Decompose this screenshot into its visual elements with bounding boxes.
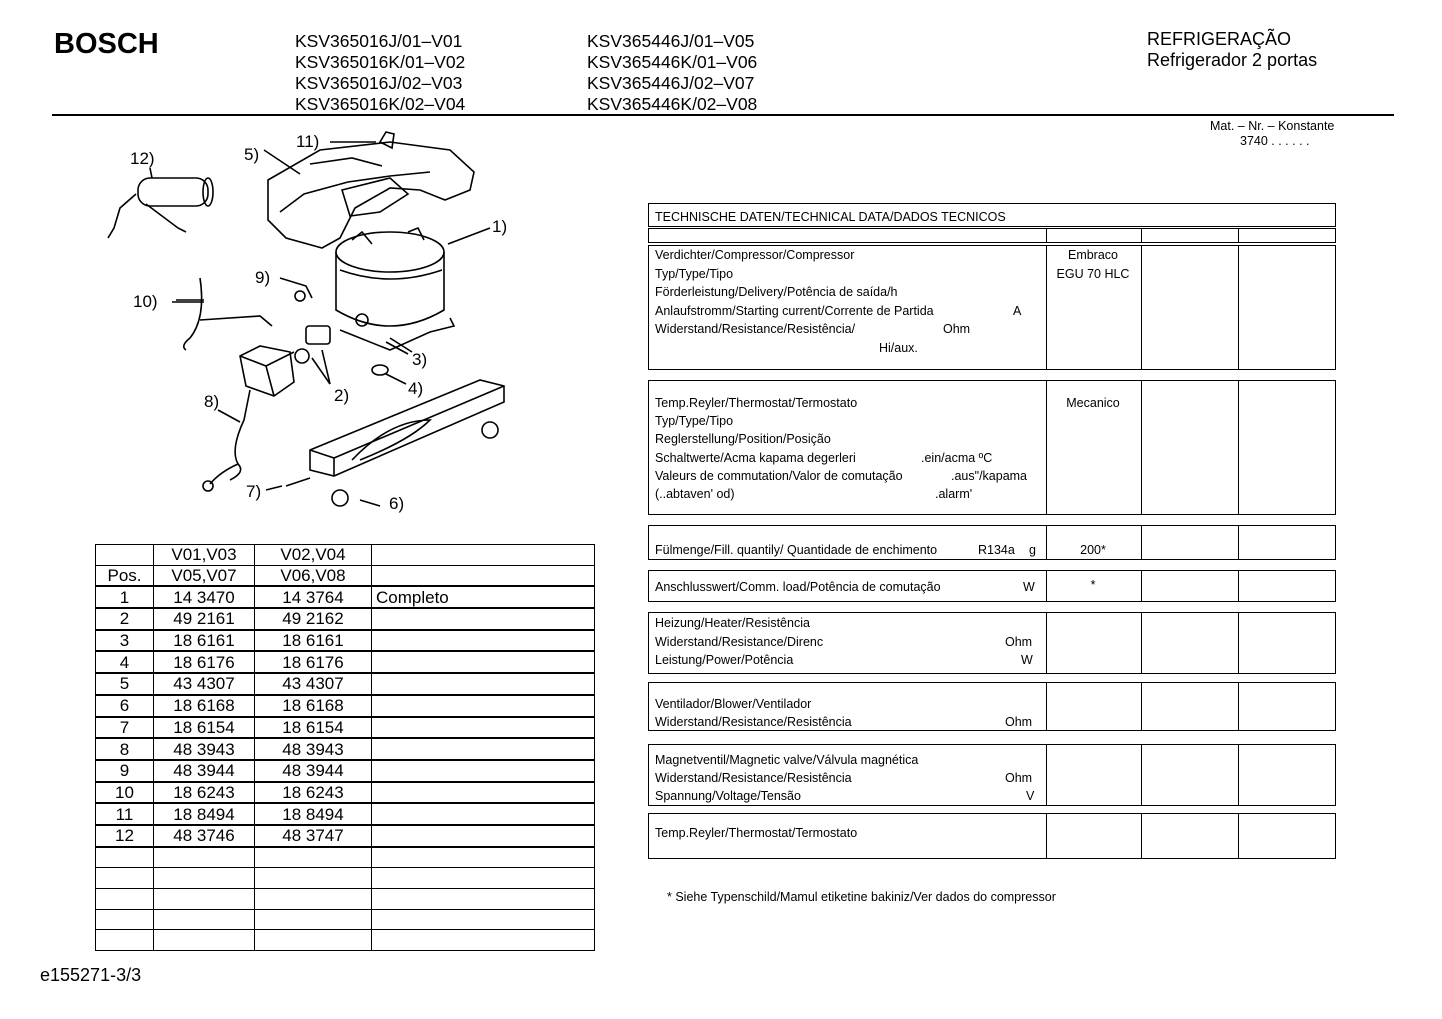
table-row	[96, 738, 595, 760]
thermostat-line: Valeurs de commutation/Valor de comutação	[655, 469, 903, 483]
thermostat2-label: Temp.Reyler/Thermostat/Termostato	[655, 826, 858, 840]
table-cell: 18 6161	[255, 630, 372, 652]
table-cell: Pos.	[96, 565, 154, 586]
fill-label: Fülmenge/Fill. quantily/ Quantidade de enchimento	[655, 543, 938, 557]
table-cell	[372, 738, 595, 760]
model-code: KSV365016K/01–V02	[295, 52, 466, 72]
diagram-label: 7)	[246, 482, 262, 501]
table-cell	[372, 930, 595, 951]
table-row	[96, 760, 595, 782]
footnote: * Siehe Typenschild/Mamul etiketine bakiniz/Ver dados do compressor	[667, 890, 1056, 904]
valve-line: Spannung/Voltage/Tensão	[655, 789, 801, 803]
thermostat2-box	[648, 813, 1336, 859]
table-cell	[154, 847, 255, 868]
table-cell	[96, 909, 154, 930]
table-cell: V05,V07	[154, 565, 255, 586]
tech-title: TECHNISCHE DATEN/TECHNICAL DATA/DADOS TECNICOS	[655, 210, 1006, 224]
table-cell: V02,V04	[255, 545, 372, 566]
diagram-label: 5)	[244, 145, 260, 164]
table-cell	[372, 825, 595, 847]
table-cell	[96, 545, 154, 566]
table-cell: 18 6168	[154, 695, 255, 717]
table-row	[96, 782, 595, 804]
diagram-label: 9)	[255, 268, 271, 287]
table-row	[96, 825, 595, 847]
table-cell	[372, 565, 595, 586]
table-cell	[372, 545, 595, 566]
table-cell: 18 8494	[255, 803, 372, 825]
model-code: KSV365016J/01–V01	[295, 31, 463, 51]
diagram-label: 11)	[296, 132, 320, 151]
thermostat-line: Temp.Reyler/Thermostat/Termostato	[655, 396, 858, 410]
unit-label: Ohm	[1005, 771, 1033, 785]
category-block	[1147, 29, 1317, 71]
table-cell	[255, 847, 372, 868]
table-cell: 48 3944	[154, 760, 255, 782]
table-cell	[372, 868, 595, 889]
table-cell: V01,V03	[154, 545, 255, 566]
compressor-line: Verdichter/Compressor/Compressor	[655, 248, 855, 262]
table-cell: 43 4307	[255, 673, 372, 695]
table-cell	[372, 847, 595, 868]
table-cell: 18 6154	[255, 717, 372, 739]
table-row	[96, 673, 595, 695]
table-cell: 4	[96, 651, 154, 673]
table-cell	[96, 847, 154, 868]
table-cell	[372, 651, 595, 673]
table-cell: 8	[96, 738, 154, 760]
model-code: KSV365446J/01–V05	[587, 31, 755, 51]
document-code: e155271-3/3	[40, 965, 142, 985]
load-box	[648, 570, 1336, 602]
table-row	[96, 803, 595, 825]
model-code: KSV365446J/02–V07	[587, 73, 755, 93]
material-number	[1210, 119, 1334, 149]
model-code: KSV365016K/02–V04	[295, 94, 466, 114]
table-cell: 12	[96, 825, 154, 847]
diagram-label: 3)	[412, 350, 428, 369]
fill-value: 200*	[1080, 543, 1106, 557]
table-cell	[255, 909, 372, 930]
table-cell	[372, 608, 595, 630]
table-cell: 18 6168	[255, 695, 372, 717]
table-cell	[372, 782, 595, 804]
exploded-parts-diagram	[90, 120, 550, 520]
table-row	[96, 717, 595, 739]
brand-logo: BOSCH	[54, 28, 159, 60]
product-title: Refrigerador 2 portas	[1147, 50, 1318, 70]
table-cell: 11	[96, 803, 154, 825]
thermostat-line: Schaltwerte/Acma kapama degerleri	[655, 451, 856, 465]
model-list-1	[295, 31, 465, 115]
compressor-line: Anlaufstromm/Starting current/Corrente de Partida	[655, 304, 934, 318]
heater-line: Widerstand/Resistance/Direnc	[655, 635, 824, 649]
table-cell: 7	[96, 717, 154, 739]
table-cell	[255, 889, 372, 910]
heater-line: Heizung/Heater/Resistência	[655, 616, 810, 630]
compressor-value: EGU 70 HLC	[1056, 267, 1130, 281]
unit-label: g	[1029, 543, 1036, 557]
tech-title-box	[648, 203, 1336, 227]
heater-box	[648, 612, 1336, 674]
refrigerant-label: R134a	[978, 543, 1015, 557]
table-cell: 14 3470	[154, 586, 255, 608]
load-value: *	[1090, 578, 1096, 592]
table-row	[96, 847, 595, 868]
table-cell: 48 3944	[255, 760, 372, 782]
table-cell: 18 6176	[154, 651, 255, 673]
table-cell: 18 6154	[154, 717, 255, 739]
model-code: KSV365016J/02–V03	[295, 73, 463, 93]
load-label: Anschlusswert/Comm. load/Potência de comutação	[655, 580, 941, 594]
category-title: REFRIGERAÇÃO	[1147, 29, 1292, 49]
unit-label: V	[1026, 789, 1035, 803]
model-code: KSV365446K/02–V08	[587, 94, 758, 114]
table-cell: 18 6161	[154, 630, 255, 652]
diagram-label: 12)	[130, 149, 155, 168]
table-cell: 5	[96, 673, 154, 695]
matnr-value: 3740 . . . . . .	[1240, 134, 1310, 148]
table-cell	[372, 630, 595, 652]
tech-spacer-row	[648, 228, 1336, 243]
unit-label: Ohm	[943, 322, 971, 336]
table-row	[96, 909, 595, 930]
table-cell: 3	[96, 630, 154, 652]
table-cell: 14 3764	[255, 586, 372, 608]
table-row	[96, 608, 595, 630]
valve-line: Magnetventil/Magnetic valve/Válvula magnética	[655, 753, 919, 767]
compressor-line: Hi/aux.	[879, 341, 918, 355]
thermostat-box	[648, 380, 1336, 515]
table-cell	[154, 930, 255, 951]
table-cell: 48 3747	[255, 825, 372, 847]
table-cell: 49 2162	[255, 608, 372, 630]
compressor-line: Typ/Type/Tipo	[655, 267, 734, 281]
table-cell	[154, 909, 255, 930]
table-cell: 9	[96, 760, 154, 782]
compressor-box	[648, 245, 1336, 370]
table-row	[96, 868, 595, 889]
table-cell	[372, 760, 595, 782]
table-cell: 18 8494	[154, 803, 255, 825]
table-cell: 49 2161	[154, 608, 255, 630]
table-cell: 48 3943	[154, 738, 255, 760]
table-cell: 18 6176	[255, 651, 372, 673]
diagram-label: 4)	[408, 379, 424, 398]
heater-line: Leistung/Power/Potência	[655, 653, 794, 667]
table-cell	[372, 695, 595, 717]
table-cell: 48 3746	[154, 825, 255, 847]
table-cell	[96, 930, 154, 951]
unit-label: W	[1021, 653, 1033, 667]
table-row	[96, 586, 595, 608]
thermostat-line: (..abtaven' od)	[655, 487, 735, 501]
table-cell	[96, 868, 154, 889]
table-cell: 1	[96, 586, 154, 608]
diagram-label: 8)	[204, 392, 220, 411]
table-cell	[154, 889, 255, 910]
fill-box	[648, 525, 1336, 560]
diagram-label: 2)	[334, 386, 350, 405]
diagram-label: 10)	[133, 292, 158, 311]
switch-label: .aus"/kapama	[951, 469, 1028, 483]
table-cell	[372, 889, 595, 910]
model-list-2	[587, 31, 757, 115]
table-cell	[154, 868, 255, 889]
table-header-row	[96, 565, 595, 586]
table-row	[96, 695, 595, 717]
matnr-label: Mat. – Nr. – Konstante	[1210, 119, 1335, 133]
table-row	[96, 889, 595, 910]
table-cell	[255, 930, 372, 951]
header-rule	[52, 114, 1394, 116]
table-cell	[372, 909, 595, 930]
compressor-line: Förderleistung/Delivery/Potência de saída/h	[655, 285, 898, 299]
blower-line: Widerstand/Resistance/Resistência	[655, 715, 852, 729]
table-cell: V06,V08	[255, 565, 372, 586]
switch-label: .ein/acma ºC	[921, 451, 993, 465]
table-cell: 48 3943	[255, 738, 372, 760]
parts-table	[95, 544, 595, 951]
thermostat-line: Typ/Type/Tipo	[655, 414, 734, 428]
valve-box	[648, 744, 1336, 806]
model-code: KSV365446K/01–V06	[587, 52, 758, 72]
blower-box	[648, 682, 1336, 731]
diagram-label: 1)	[492, 217, 508, 236]
table-cell: 10	[96, 782, 154, 804]
thermostat-line: Reglerstellung/Position/Posição	[655, 432, 831, 446]
table-cell: 2	[96, 608, 154, 630]
table-row	[96, 630, 595, 652]
thermostat-value: Mecanico	[1066, 396, 1120, 410]
table-row	[96, 930, 595, 951]
switch-label: .alarm'	[935, 487, 973, 501]
table-cell: 43 4307	[154, 673, 255, 695]
table-cell: Completo	[372, 586, 595, 608]
unit-label: Ohm	[1005, 715, 1033, 729]
blower-line: Ventilador/Blower/Ventilador	[655, 697, 812, 711]
table-cell	[372, 717, 595, 739]
table-row	[96, 651, 595, 673]
table-cell: 18 6243	[255, 782, 372, 804]
valve-line: Widerstand/Resistance/Resistência	[655, 771, 852, 785]
unit-label: Ohm	[1005, 635, 1033, 649]
diagram-label: 6)	[389, 494, 405, 513]
compressor-line: Widerstand/Resistance/Resistência/	[655, 322, 856, 336]
table-header-row	[96, 545, 595, 566]
table-cell	[96, 889, 154, 910]
table-cell: 18 6243	[154, 782, 255, 804]
unit-label: W	[1023, 580, 1035, 594]
table-cell: 6	[96, 695, 154, 717]
compressor-value: Embraco	[1067, 248, 1119, 262]
unit-label: A	[1013, 304, 1022, 318]
table-cell	[372, 673, 595, 695]
table-cell	[372, 803, 595, 825]
table-cell	[255, 868, 372, 889]
